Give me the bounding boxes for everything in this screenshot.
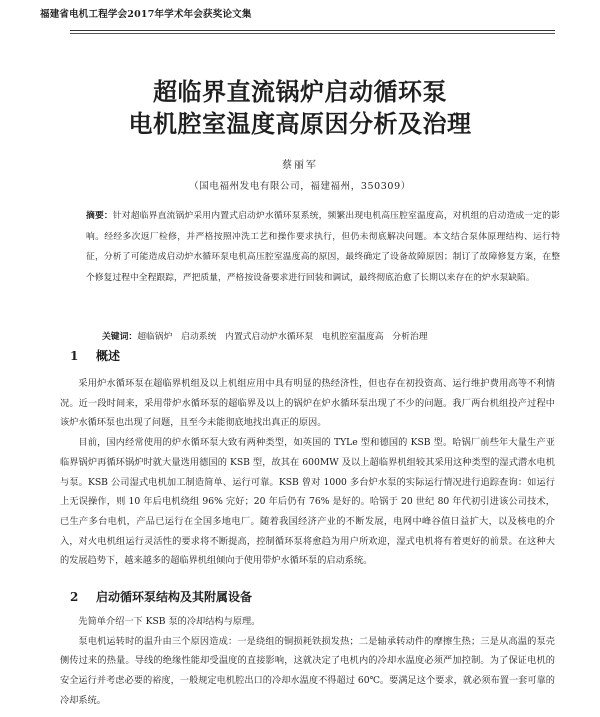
- section-2-body: [60, 612, 555, 711]
- section-1-heading: [70, 347, 120, 364]
- section-2-number: 2: [70, 590, 79, 604]
- keywords-text: 超临锅炉 启动系统 内置式启动炉水循环泵 电机腔室温度高 分析治理: [137, 332, 428, 342]
- section-2-title: 启动循环泵结构及其附属设备: [96, 590, 253, 604]
- paragraph: 泵电机运转时的温升由三个原因造成：一是绕组的铜损耗铁损发热；二是轴承转动件的摩擦生热；三是从高温的泵壳侧传过来的热量。导线的绝缘性能却受温度的直接影响，这就决定了电机内的冷却水温度必须严加控制。为了保证电机的安全运行并考虑必要的裕度，一般规定电机腔出口的冷却水温度不得超过 60℃。要满足这个要求，就必须布置一套可靠的冷却系统。: [60, 635, 555, 706]
- section-1-body: [60, 374, 555, 571]
- affiliation: （国电福州发电有限公司，福建福州，350309）: [189, 181, 411, 192]
- header-rule: [70, 30, 555, 34]
- author: 蔡丽军: [282, 160, 318, 171]
- section-2-heading: [70, 588, 252, 605]
- running-header: 福建省电机工程学会2017年学术年会获奖论文集: [40, 9, 252, 20]
- section-1-title: 概述: [96, 349, 121, 363]
- abstract-label: 摘要：: [86, 211, 113, 221]
- paper-title-line-1: 超临界直流锅炉启动循环泵: [153, 77, 447, 106]
- keywords-label: 关键词：: [102, 332, 138, 342]
- paragraph: 采用炉水循环泵在超临界机组及以上机组应用中具有明显的热经济性，但也存在初投资高、运行维护费用高等不利情况。近一段时间来，采用带炉水循环泵的超临界及以上的锅炉在炉水循环泵出现了不少的问题。我厂两台机组投产过程中该炉水循环泵也出现了问题，且至今未能彻底地找出真正的原因。: [60, 378, 555, 429]
- keywords: [102, 329, 572, 342]
- abstract: [86, 206, 560, 288]
- abstract-text: 针对超临界直流锅炉采用内置式启动炉水循环泵系统，频繁出现电机高压腔室温度高，对机组的启动造成一定的影响。经经多次返厂检修，并严格按照冲洗工艺和操作要求执行，但仍未彻底解决问题。本文结合泵体原理结构、运行特征，分析了可能造成启动炉水循环泵电机高压腔室温度高的原因，最终确定了设备故障原因；制订了故障修复方案，在整个修复过程中全程跟踪，严把质量，严格按设备要求进行回装和调试，最终彻底治愈了长期以来存在的炉水泵缺陷。: [86, 211, 560, 283]
- paragraph: 先简单介绍一下 KSB 泵的冷却结构与原理。: [78, 616, 261, 627]
- paragraph: 目前，国内经常使用的炉水循环泵大致有两种类型，如英国的 TYLe 型和德国的 KSB 型。哈锅厂前些年大量生产亚临界锅炉再循环锅炉时就大量选用德国的 KSB 型，故其在 600MW 及以上超临界机组较其采用这种类型的湿式潜水电机与泵。KSB 公司湿式电机加工制造简单、运行可靠。KSB 曾对 1000 多台炉水泵的实际运行情况进行追踪查询：如运行上无误操作，则 10 年后电机绕组 96% 完好；20 年后仍有 76% 是好的。哈锅于 20 世纪 80 年代初引进该公司技术，已生产多台电机，产品已运行在全国多地电厂。随着我国经济产业的不断发展，电网中峰谷值日益扩大，以及核电的介入，对火电机组运行灵活性的要求将不断提高，控制循环泵将愈趋为用户所欢迎，湿式电机将有着更好的前景。在这种大的发展趋势下，越来越多的超临界机组倾向于使用带炉水循环泵的启动系统。: [60, 437, 555, 567]
- section-1-number: 1: [70, 349, 79, 363]
- paper-title-line-2: 电机腔室温度高原因分析及治理: [128, 109, 472, 138]
